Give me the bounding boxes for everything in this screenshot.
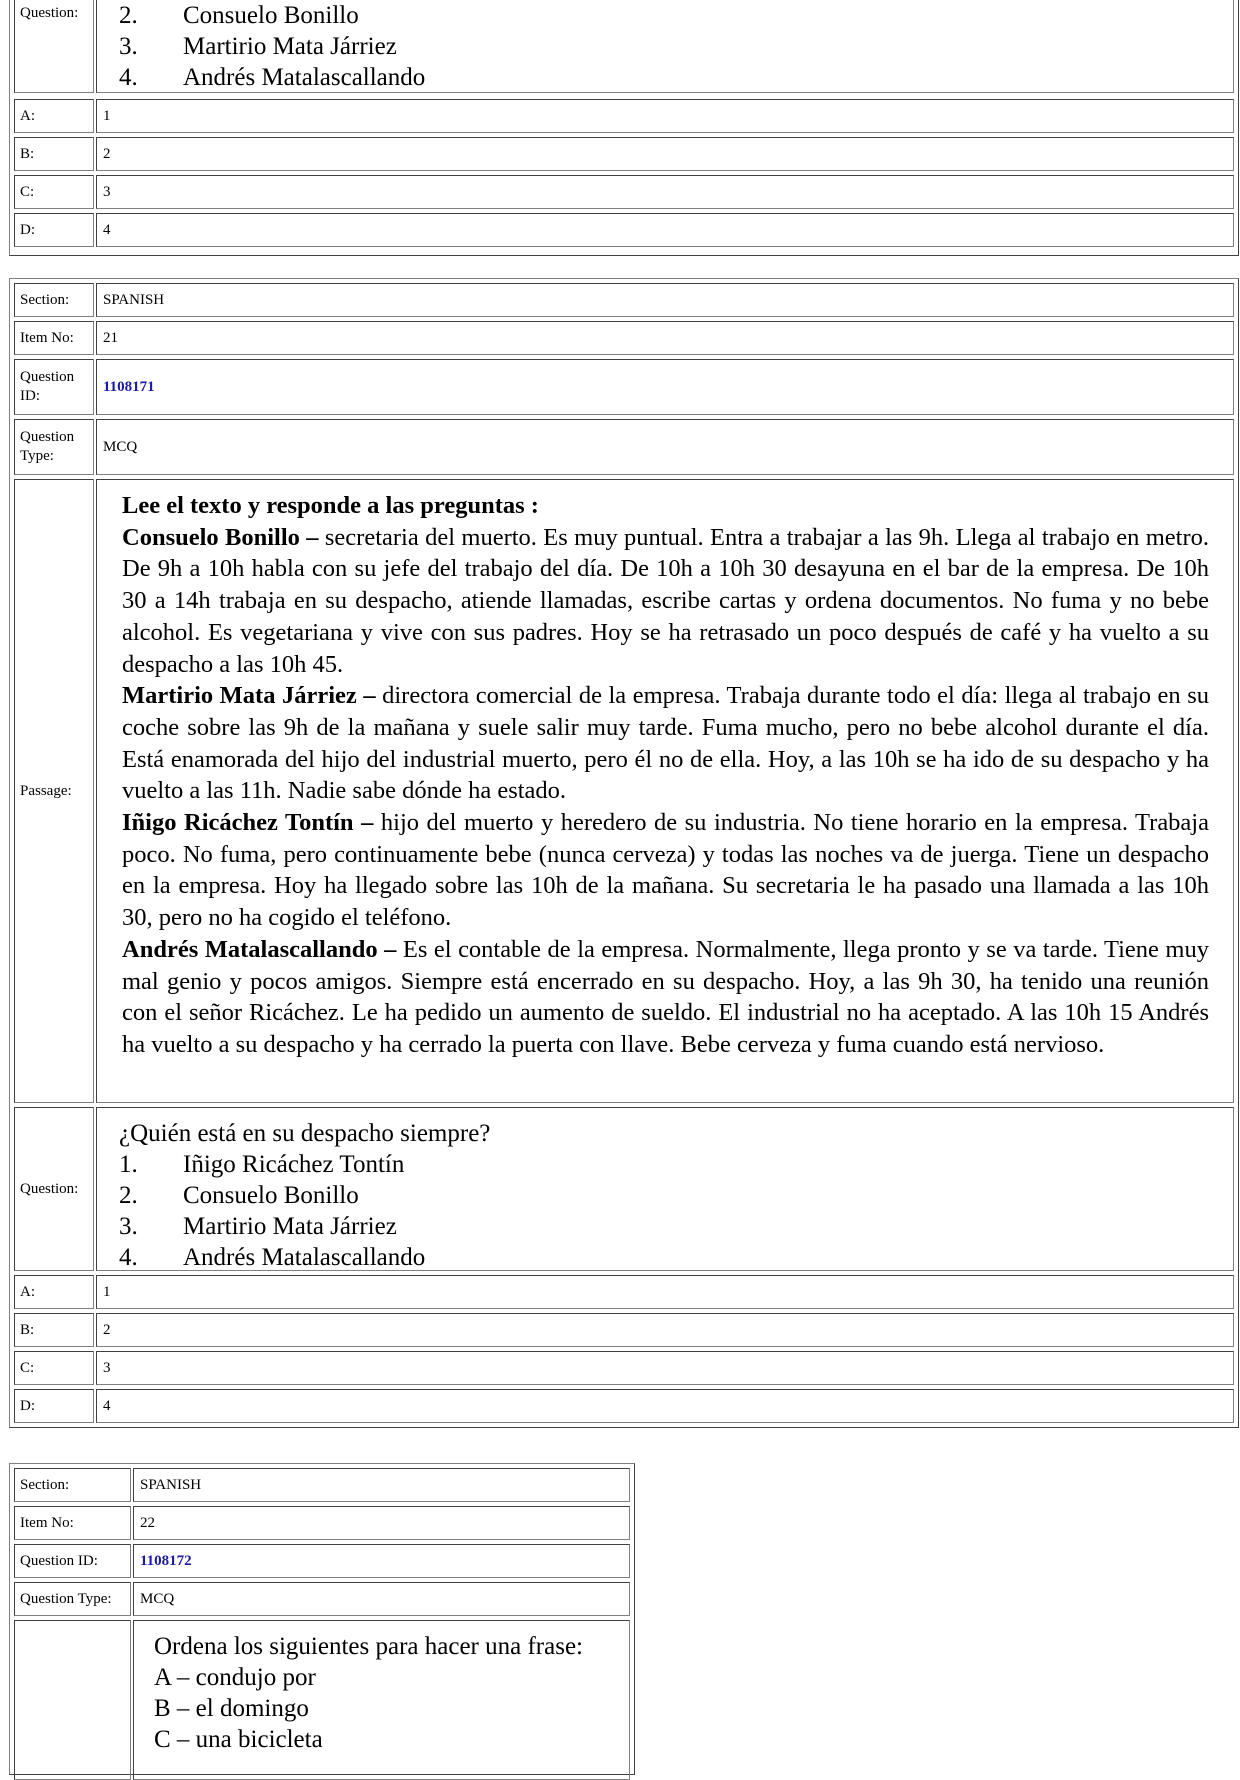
option-item: 2. Consuelo Bonillo — [119, 2, 359, 29]
answer-value: 1 — [96, 1275, 1234, 1309]
item-no-label: Item No: — [14, 1506, 131, 1540]
answer-row-b — [14, 137, 1234, 171]
question-id-row — [14, 359, 1234, 415]
question-type-label: Question Type: — [14, 419, 94, 475]
answer-value: 1 — [96, 99, 1234, 133]
question-row — [14, 1107, 1234, 1271]
passage-paragraph: Consuelo Bonillo – secretaria del muerto. Es muy puntual. Entra a trabajar a las 9h. Llega al trabajo en metro. De 9h a 10h habla con su jefe del trabajo del día. De 10h a 10h 30 desayuna en el bar de la empresa. De 10h 30 a 14h trabaja en su despacho, atiende llamadas, escribe cartas y ordena documentos. No fuma y no bebe alcohol. Es vegetariana y vive con sus padres. Hoy se ha retrasado un poco después de café y ha vuelto a su despacho a las 10h 45. — [122, 523, 1209, 678]
question-label: Question: — [14, 1107, 94, 1271]
answer-row-b — [14, 1313, 1234, 1347]
question-id-row — [14, 1544, 630, 1578]
item-no-value: 22 — [133, 1506, 630, 1540]
question-table-20 — [9, 0, 1239, 256]
section-value: SPANISH — [133, 1468, 630, 1502]
answer-row-c — [14, 1351, 1234, 1385]
question-body — [96, 0, 1234, 93]
question-table-22 — [9, 1463, 635, 1775]
question-type-value: MCQ — [133, 1582, 630, 1616]
answer-label: D: — [14, 213, 94, 247]
question-body — [96, 1107, 1234, 1271]
question-row — [14, 0, 1234, 93]
question-line: C – una bicicleta — [154, 1726, 323, 1753]
option-item: 4. Andrés Matalascallando — [119, 64, 426, 91]
option-item: 3. Martirio Mata Járriez — [119, 33, 397, 60]
passage-row — [14, 479, 1234, 1103]
question-id-label: Question ID: — [14, 359, 94, 415]
section-value: SPANISH — [96, 283, 1234, 317]
answer-label: C: — [14, 175, 94, 209]
question-type-value: MCQ — [96, 419, 1234, 475]
answer-value: 4 — [96, 1389, 1234, 1423]
answer-value: 2 — [96, 1313, 1234, 1347]
answer-row-c — [14, 175, 1234, 209]
option-item: 4. Andrés Matalascallando — [119, 1244, 426, 1271]
passage-paragraph: Iñigo Ricáchez Tontín – hijo del muerto y heredero de su industria. No tiene horario en la empresa. Trabaja poco. No fuma, pero continuamente bebe (nunca cerveza) y todas las noches va de juerga. Tiene un despacho en la empresa. Hoy ha llegado sobre las 10h de la mañana. Su secretaria le ha pasado una llamada a las 10h 30, pero no ha cogido el teléfono. — [122, 809, 1209, 932]
answer-label: B: — [14, 1313, 94, 1347]
answer-label: C: — [14, 1351, 94, 1385]
passage-body — [96, 479, 1234, 1103]
passage-title: Lee el texto y responde a las preguntas : — [122, 492, 539, 519]
answer-label: A: — [14, 99, 94, 133]
passage-paragraph: Martirio Mata Járriez – directora comercial de la empresa. Trabaja durante todo el día: llega al trabajo en su coche sobre las 9h de la mañana y suele salir muy tarde. Fuma mucho, pero no bebe alcohol durante el día. Está enamorada del hijo del industrial muerto, pero él no de ella. Hoy, a las 10h se ha ido de su despacho y ha vuelto a las 11h. Nadie sabe dónde ha estado. — [122, 682, 1209, 805]
answer-row-a — [14, 99, 1234, 133]
item-no-label: Item No: — [14, 321, 94, 355]
question-line: A – condujo por — [154, 1664, 316, 1691]
section-row — [14, 283, 1234, 317]
answer-value: 3 — [96, 175, 1234, 209]
answer-label: A: — [14, 1275, 94, 1309]
question-label: Question: — [14, 0, 94, 93]
question-type-row — [14, 419, 1234, 475]
question-type-row — [14, 1582, 630, 1616]
answer-value: 4 — [96, 213, 1234, 247]
answer-value: 3 — [96, 1351, 1234, 1385]
passage-label: Passage: — [14, 479, 94, 1103]
passage-paragraph: Andrés Matalascallando – Es el contable de la empresa. Normalmente, llega pronto y se va tarde. Tiene muy mal genio y pocos amigos. Siempre está encerrado en su despacho. Hoy, a las 9h 30, ha tenido una reunión con el señor Ricáchez. Le ha pedido un aumento de sueldo. El industrial no ha aceptado. A las 10h 15 Andrés ha vuelto a su despacho y ha cerrado la puerta con llave. Bebe cerveza y fuma cuando está nervioso. — [122, 935, 1209, 1058]
question-table-21 — [9, 278, 1239, 1428]
section-label: Section: — [14, 1468, 131, 1502]
question-id-value: 1108172 — [133, 1544, 630, 1578]
question-label — [14, 1620, 131, 1780]
answer-row-d — [14, 1389, 1234, 1423]
section-row — [14, 1468, 630, 1502]
question-row — [14, 1620, 630, 1780]
option-item: 2. Consuelo Bonillo — [119, 1182, 359, 1209]
answer-label: D: — [14, 1389, 94, 1423]
answer-label: B: — [14, 137, 94, 171]
question-id-value: 1108171 — [96, 359, 1234, 415]
item-no-row — [14, 1506, 630, 1540]
option-item: 3. Martirio Mata Járriez — [119, 1213, 397, 1240]
question-line: B – el domingo — [154, 1695, 309, 1722]
section-label: Section: — [14, 283, 94, 317]
question-text: Ordena los siguientes para hacer una frase: — [154, 1633, 583, 1660]
item-no-value: 21 — [96, 321, 1234, 355]
question-id-label: Question ID: — [14, 1544, 131, 1578]
question-text: ¿Quién está en su despacho siempre? — [119, 1120, 491, 1147]
option-item: 1. Iñigo Ricáchez Tontín — [119, 1151, 405, 1178]
answer-row-a — [14, 1275, 1234, 1309]
answer-value: 2 — [96, 137, 1234, 171]
question-type-label: Question Type: — [14, 1582, 131, 1616]
question-body — [133, 1620, 630, 1780]
item-no-row — [14, 321, 1234, 355]
answer-row-d — [14, 213, 1234, 247]
